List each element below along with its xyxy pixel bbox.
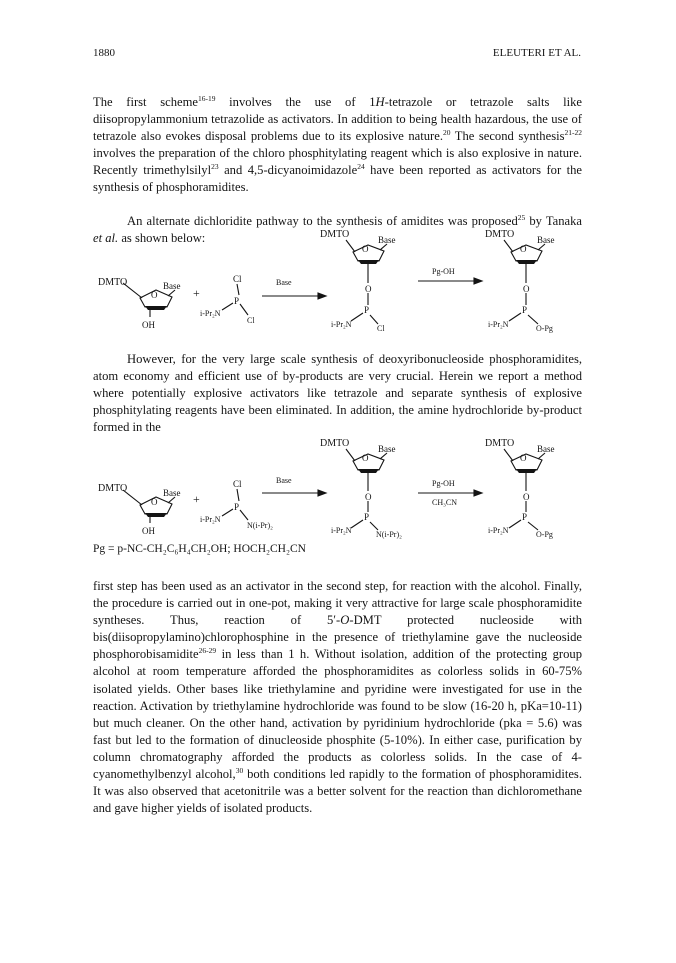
text: both conditions led rapidly to the formation of phosphoramidites. It was also observed that acetonitrile was a better solvent for the reaction than dichloromethane and gave higher yields of isolated products. bbox=[93, 767, 582, 816]
text: have been reported as activators for the synthesis of phosphoramidites. bbox=[93, 163, 582, 195]
phosphorus-label: P bbox=[234, 296, 240, 306]
reference: 25 bbox=[517, 213, 526, 222]
ring-oxygen-label: O bbox=[520, 244, 527, 254]
base-label: Base bbox=[537, 235, 555, 245]
ring-oxygen-label: O bbox=[362, 244, 369, 254]
oxygen-label: O bbox=[523, 492, 530, 502]
reference: 21-22 bbox=[564, 128, 582, 138]
text: -DMT protected nucleoside with bis(diisopropylamino)chlorophosphine in the presence of triethylamine gave the nucleoside phosphorobisamidite bbox=[93, 613, 582, 662]
plus-sign: + bbox=[193, 286, 200, 300]
amine-label: i-Pr₂N bbox=[331, 526, 352, 535]
protecting-group-legend: Pg = p-NC-CH₂C₆H₄CH₂OH; HOCH₂CH₂CN bbox=[93, 543, 306, 555]
text: in less than 1 h. Without isolation, addition of the protecting group alcohol at room temperature afforded the phosphoramidites as colorless solids in 60-75% isolated yields. Other bases like triethylamine and pyridine were investigated for use in the reaction. Activation by triethylamine hydrochloride was found to be slow (16-20 h, pKa=10-11) but much cleaner. On the other hand, activation by pyridinium hydrochloride (pka = 5.6) was fast but led to the formation of dinucleoside phosphite (5-10%). In either case, purification by column chromatography afforded the products as colorless solids. In the case of 4-cyanomethylbenzyl alcohol, bbox=[93, 647, 582, 782]
oxygen-label: O bbox=[523, 284, 530, 294]
base-label: Base bbox=[537, 444, 555, 454]
dmto-label: DMTO bbox=[485, 229, 515, 240]
plus-sign: + bbox=[193, 492, 200, 506]
amine-label: i-Pr₂N bbox=[488, 320, 509, 329]
chloro-label: Cl bbox=[233, 274, 242, 284]
amine-label: i-Pr₂N bbox=[200, 309, 221, 318]
arrow-solvent-label: CH₃CN bbox=[432, 498, 458, 507]
arrow-reagent-label: Pg-OH bbox=[432, 479, 455, 488]
arrow-reagent-label: Base bbox=[276, 476, 292, 485]
chloro-label: Cl bbox=[247, 316, 255, 325]
amine-label: i-Pr₂N bbox=[200, 515, 221, 524]
oxygen-label: O bbox=[365, 492, 372, 502]
text: by Tanaka bbox=[525, 214, 582, 228]
paragraph-4 bbox=[93, 578, 582, 817]
ring-oxygen-label: O bbox=[151, 497, 158, 507]
amine-label: N(i-Pr)₂ bbox=[376, 530, 402, 539]
ring-oxygen-label: O bbox=[520, 453, 527, 463]
paragraph-3: However, for the very large scale synthesis of deoxyribonucleoside phosphoramidites, atom economy and efficient use of by-products are very crucial. Herein we report a method where potentially explosive activators like tetrazole and separate synthesis of explosive phosphitylating reagents have been eliminated. In addition, the amine hydrochloride by-product formed in the bbox=[93, 352, 582, 435]
text: as shown below: bbox=[118, 231, 206, 246]
text: and 4,5-dicyanoimidazole bbox=[218, 163, 358, 178]
ring-oxygen-label: O bbox=[362, 453, 369, 463]
text: involves the preparation of the chloro phosphitylating reagent which is also explosive in nature. Recently trimethylsilyl bbox=[93, 146, 582, 178]
amine-label: i-Pr₂N bbox=[331, 320, 352, 329]
text: involves the use of 1 bbox=[215, 95, 376, 109]
page-number: 1880 bbox=[93, 47, 115, 59]
text-italic: et al. bbox=[93, 231, 119, 246]
dmto-label: DMTO bbox=[320, 438, 350, 449]
chloro-label: Cl bbox=[377, 324, 385, 333]
reference: 16-19 bbox=[197, 94, 216, 103]
text: first step has been used as an activator in the second step, for reaction with the alcohol. Finally, the procedure is carried out in one-pot, making it very attractive for large scale phosphoramidite syntheses. Thus, reaction of 5′- bbox=[93, 579, 582, 628]
protected-oxygen-label: O-Pg bbox=[536, 324, 553, 333]
text-italic: O bbox=[340, 613, 350, 628]
text: An alternate dichloridite pathway to the synthesis of amidites was proposed bbox=[127, 214, 518, 228]
reference: 30 bbox=[235, 766, 244, 776]
reference: 26-29 bbox=[198, 646, 217, 656]
base-label: Base bbox=[163, 488, 181, 498]
protected-oxygen-label: O-Pg bbox=[536, 530, 553, 539]
reference: 20 bbox=[443, 128, 451, 138]
arrow-reagent-label: Base bbox=[276, 278, 292, 287]
running-head: ELEUTERI ET AL. bbox=[492, 47, 581, 59]
text-italic: H bbox=[375, 95, 385, 109]
chloro-label: Cl bbox=[233, 479, 242, 489]
base-label: Base bbox=[378, 235, 396, 245]
phosphorus-label: P bbox=[364, 305, 370, 315]
dmto-label: DMTO bbox=[320, 229, 350, 240]
dmto-label: DMTO bbox=[98, 483, 128, 494]
phosphorus-label: P bbox=[364, 512, 370, 522]
hydroxyl-label: OH bbox=[142, 526, 155, 536]
reference: 23 bbox=[211, 162, 219, 172]
hydroxyl-label: OH bbox=[142, 320, 155, 330]
arrow-reagent-label: Pg-OH bbox=[432, 267, 455, 276]
phosphorus-label: P bbox=[234, 502, 240, 512]
text: The second synthesis bbox=[450, 129, 565, 144]
text: -tetrazole or tetrazole salts like diisopropylammonium tetrazolide as activators. In addition to being health hazardous, the use of tetrazole also evokes disposal problems due to its explosive nature. bbox=[93, 95, 582, 144]
base-label: Base bbox=[163, 281, 181, 291]
reference: 24 bbox=[357, 162, 365, 172]
amine-label: i-Pr₂N bbox=[488, 526, 509, 535]
text: The first scheme bbox=[93, 95, 198, 109]
oxygen-label: O bbox=[365, 284, 372, 294]
dmto-label: DMTO bbox=[485, 438, 515, 449]
ring-oxygen-label: O bbox=[151, 290, 158, 300]
dmto-label: DMTO bbox=[98, 277, 128, 288]
phosphorus-label: P bbox=[522, 512, 528, 522]
amine-label: N(i-Pr)₂ bbox=[247, 521, 273, 530]
phosphorus-label: P bbox=[522, 305, 528, 315]
base-label: Base bbox=[378, 444, 396, 454]
